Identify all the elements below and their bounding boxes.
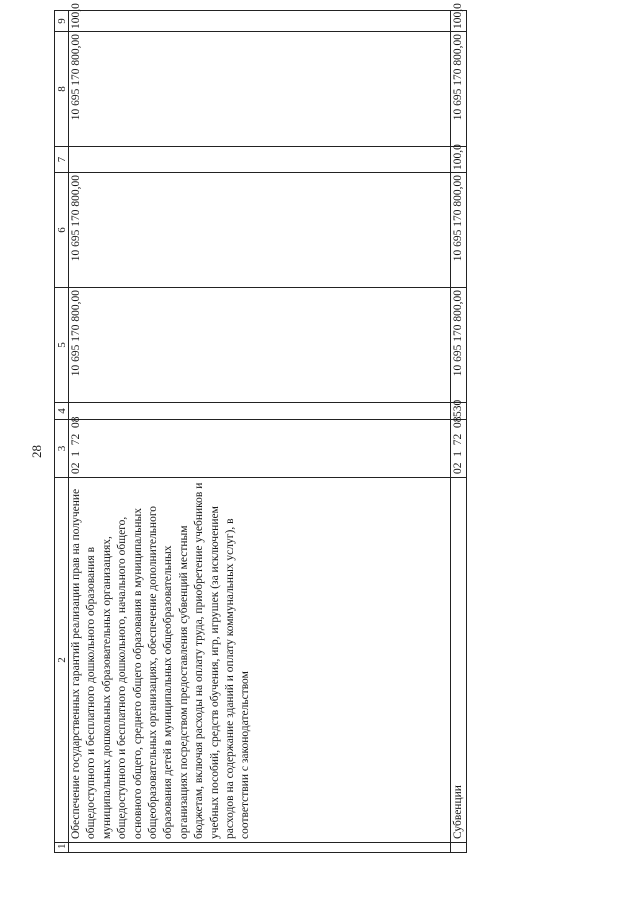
cell-vr: 530 (450, 403, 466, 420)
column-header-2: 2 (55, 478, 69, 843)
cell-amount: 10 695 170 800,00 (69, 32, 451, 147)
cell-description: Субвенции (450, 478, 466, 843)
page-number: 28 (29, 445, 44, 459)
cell-description: Обеспечение государственных гарантий реализации прав на получение общедоступного и бесплатного дошкольного образования в муниципальных дошкольных образовательных организациях, общедоступного и бесплатного дошкольного, начального общего, основного общего, среднего общего образования в муниципальных общеобразовательных организациях, обеспечение дополнительного образования детей в муниципальных общеобразовательных организациях посредством предоставления субвенций местным бюджетам, включая расходы на оплату труда, приобретение учебников и учебных пособий, средств обучения, игр, игрушек (за исключением расходов на содержание зданий и оплату коммунальных услуг), в соответствии с законодательством (69, 478, 451, 843)
column-header-5: 5 (55, 288, 69, 403)
cell-plan: 10 695 170 800,00 (450, 288, 466, 403)
cell-pct1: 100,0 (450, 147, 466, 173)
table-row (69, 11, 451, 853)
budget-table (54, 3, 467, 853)
column-header-6: 6 (55, 173, 69, 288)
column-header-7: 7 (55, 147, 69, 173)
rotated-table-container (54, 3, 467, 853)
column-header-8: 8 (55, 32, 69, 147)
cell-name (69, 843, 451, 853)
cell-vr (69, 403, 451, 420)
header-row (55, 11, 69, 853)
cell-name (450, 843, 466, 853)
column-header-3: 3 (55, 420, 69, 478)
cell-amount: 10 695 170 800,00 (450, 32, 466, 147)
cell-fact: 10 695 170 800,00 (450, 173, 466, 288)
column-header-4: 4 (55, 403, 69, 420)
cell-fact: 10 695 170 800,00 (69, 173, 451, 288)
table-row (450, 11, 466, 853)
cell-code: 02 1 72 08 (450, 420, 466, 478)
cell-plan: 10 695 170 800,00 (69, 288, 451, 403)
cell-code: 02 1 72 08 (69, 420, 451, 478)
budget-table-frame (54, 3, 467, 853)
column-header-1: 1 (55, 843, 69, 853)
cell-pct2: 100,0 (450, 11, 466, 32)
cell-pct1 (69, 147, 451, 173)
column-header-9: 9 (55, 11, 69, 32)
cell-pct2: 100,0 (69, 11, 451, 32)
